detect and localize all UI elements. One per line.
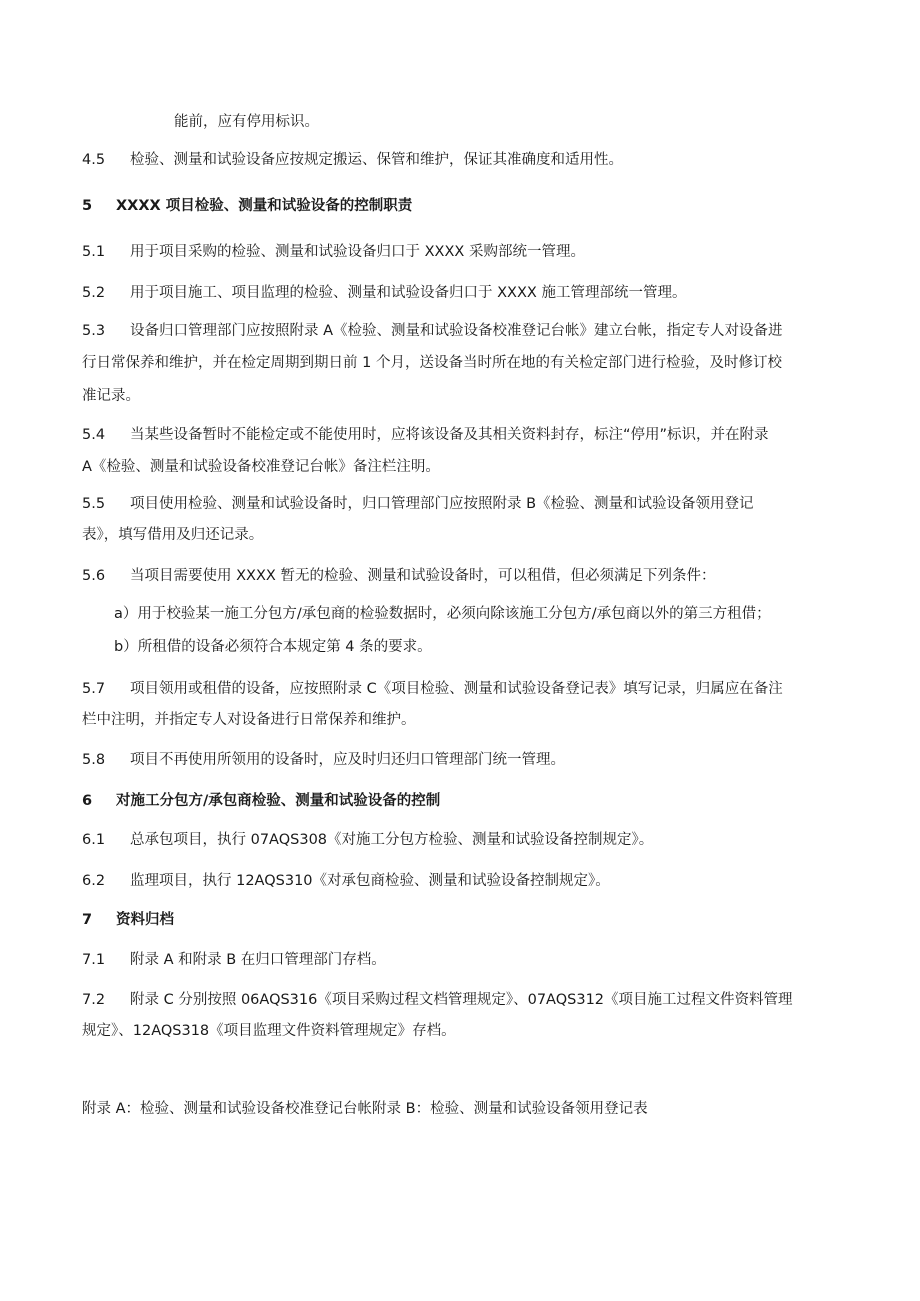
clause-6-1: 6.1 总承包项目，执行 07AQS308《对施工分包方检验、测量和试验设备控制规定》。 bbox=[82, 832, 654, 848]
section-7-heading: 7 资料归档 bbox=[82, 912, 174, 928]
clause-5-1: 5.1 用于项目采购的检验、测量和试验设备归口于 XXXX 采购部统一管理。 bbox=[82, 244, 585, 260]
clause-5-2: 5.2 用于项目施工、项目监理的检验、测量和试验设备归口于 XXXX 施工管理部统一管理。 bbox=[82, 285, 687, 301]
section-6-heading: 6 对施工分包方/承包商检验、测量和试验设备的控制 bbox=[82, 793, 441, 809]
clause-7-1: 7.1 附录 A 和附录 B 在归口管理部门存档。 bbox=[82, 952, 386, 968]
clause-7-2-line-2: 规定》、12AQS318《项目监理文件资料管理规定》存档。 bbox=[82, 1023, 456, 1039]
clause-5-4-line-1: 5.4 当某些设备暂时不能检定或不能使用时，应将该设备及其相关资料封存，标注“停用”标识，并在附录 bbox=[82, 427, 769, 443]
clause-7-2-line-1: 7.2 附录 C 分别按照 06AQS316《项目采购过程文档管理规定》、07AQS312《项目施工过程文件资料管理 bbox=[82, 992, 793, 1008]
appendix-list: 附录 A：检验、测量和试验设备校准登记台帐附录 B：检验、测量和试验设备领用登记表 bbox=[82, 1101, 648, 1117]
clause-6-2: 6.2 监理项目，执行 12AQS310《对承包商检验、测量和试验设备控制规定》。 bbox=[82, 873, 610, 889]
clause-5-8: 5.8 项目不再使用所领用的设备时，应及时归还归口管理部门统一管理。 bbox=[82, 752, 565, 768]
clause-5-5-line-2: 表》，填写借用及归还记录。 bbox=[82, 527, 264, 543]
clause-5-7-line-1: 5.7 项目领用或租借的设备，应按照附录 C《项目检验、测量和试验设备登记表》填写记录，归属应在备注 bbox=[82, 681, 783, 697]
clause-5-3-line-3: 准记录。 bbox=[82, 388, 140, 404]
clause-5-4-line-2: A《检验、测量和试验设备校准登记台帐》备注栏注明。 bbox=[82, 459, 440, 475]
clause-5-3-line-1: 5.3 设备归口管理部门应按照附录 A《检验、测量和试验设备校准登记台帐》建立台帐，指定专人对设备进 bbox=[82, 323, 783, 339]
section-5-heading: 5 XXXX 项目检验、测量和试验设备的控制职责 bbox=[82, 198, 413, 214]
clause-5-5-line-1: 5.5 项目使用检验、测量和试验设备时，归口管理部门应按照附录 B《检验、测量和试验设备领用登记 bbox=[82, 496, 754, 512]
condition-a: a）用于校验某一施工分包方/承包商的检验数据时，必须向除该施工分包方/承包商以外的第三方租借； bbox=[114, 606, 771, 622]
condition-b: b）所租借的设备必须符合本规定第 4 条的要求。 bbox=[114, 639, 432, 655]
paragraph-continuation: 能前，应有停用标识。 bbox=[174, 114, 319, 130]
clause-4-5: 4.5 检验、测量和试验设备应按规定搬运、保管和维护，保证其准确度和适用性。 bbox=[82, 152, 623, 168]
clause-5-3-line-2: 行日常保养和维护，并在检定周期到期日前 1 个月，送设备当时所在地的有关检定部门进行检验，及时修订校 bbox=[82, 355, 782, 371]
clause-5-6: 5.6 当项目需要使用 XXXX 暂无的检验、测量和试验设备时，可以租借，但必须满足下列条件： bbox=[82, 568, 716, 584]
clause-5-7-line-2: 栏中注明，并指定专人对设备进行日常保养和维护。 bbox=[82, 712, 416, 728]
